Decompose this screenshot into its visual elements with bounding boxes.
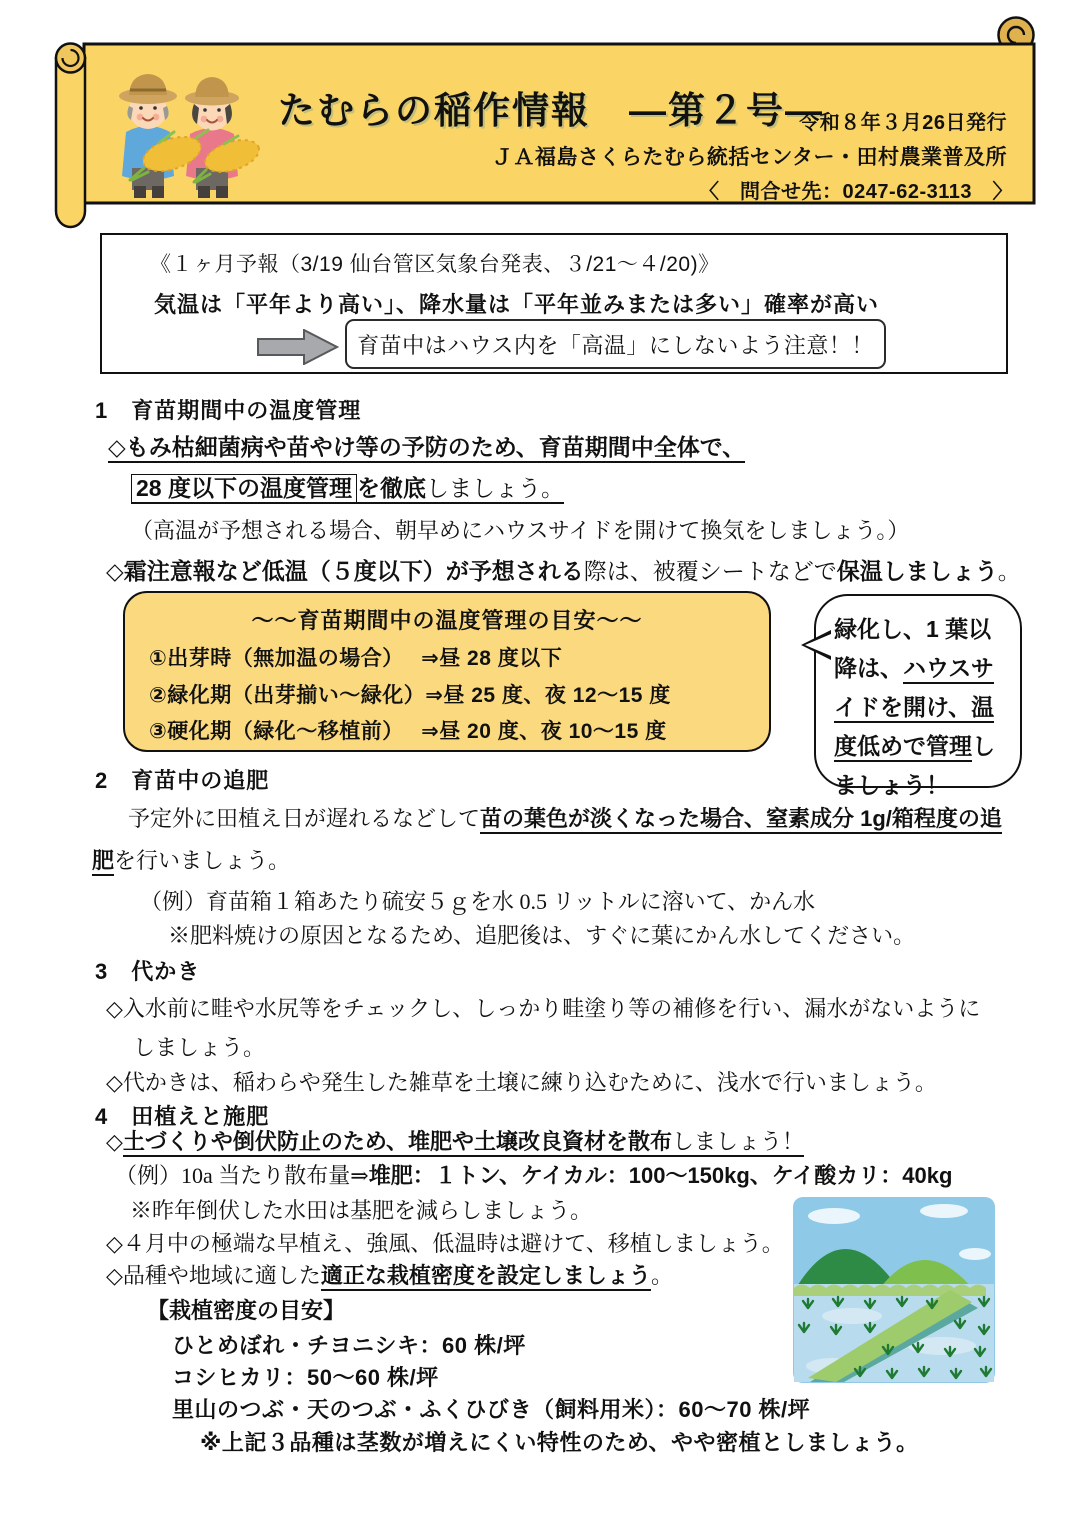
section1-item-frost: ◇霜注意報など低温（５度以下）が予想される際は、被覆シートなどで保温しましょう。 (106, 558, 1021, 584)
section1-item-28deg: 28 度以下の温度管理 を徹底しましょう。 (131, 474, 564, 503)
section3-heading: 3 代かき (95, 959, 201, 984)
farmers-illustration (100, 58, 260, 200)
publisher: ＪＡ福島さくらたむら統括センター・田村農業普及所 (491, 146, 1007, 169)
forecast-line2: 気温は「平年より高い」、降水量は「平年並みまたは多い」確率が高い (154, 292, 880, 317)
rice-paddy-illustration (792, 1196, 996, 1384)
section4-heading: 4 田植えと施肥 (95, 1104, 270, 1129)
section1-note-ventilation: （高温が予想される場合、朝早めにハウスサイドを開けて換気をしましょう。） (131, 518, 910, 543)
section2-paragraph-line1: 予定外に田植え日が遅れるなどして苗の葉色が淡くなった場合、窒素成分 1g/箱程度の追 (128, 805, 1002, 833)
density-row-hitomebore: ひとめぼれ・チヨニシキ：60 株/坪 (172, 1333, 526, 1358)
issue-date: 令和８年３月26日発行 (799, 112, 1007, 134)
guide-row-greening: ②緑化期（出芽揃い～緑化）⇒昼 25 度、夜 12～15 度 (149, 684, 671, 707)
section4-note-lodging: ※昨年倒伏した水田は基肥を減らしましょう。 (130, 1198, 593, 1223)
guide-row-hardening: ③硬化期（緑化～移植前） ⇒昼 20 度、夜 10～15 度 (149, 720, 667, 743)
forecast-box (100, 233, 1008, 374)
section3-item-levee-line2: しましょう。 (133, 1035, 266, 1060)
guide-box-title: ～～育苗期間中の温度管理の目安～～ (251, 608, 643, 633)
section3-item-levee-line1: ◇入水前に畦や水尻等をチェックし、しっかり畦塗り等の補修を行い、漏水がないように (106, 996, 981, 1021)
section4-example: （例）10a 当たり散布量⇒堆肥：１トン、ケイカル：100～150kg、ケイ酸カリ：40kg (115, 1163, 953, 1188)
section4-item-soil: ◇土づくりや倒伏防止のため、堆肥や土壌改良資材を散布しましょう！ (106, 1128, 804, 1156)
temperature-guide-box (123, 591, 771, 752)
contact-phone: 〈 問合せ先：0247-62-3113 〉 (699, 181, 1013, 203)
forecast-callout: 育苗中はハウス内を「高温」にしないよう注意！！ (345, 319, 886, 369)
section2-paragraph-line2: 肥を行いましょう。 (92, 847, 290, 875)
section2-heading: 2 育苗中の追肥 (95, 768, 270, 793)
section2-note: ※肥料焼けの原因となるため、追肥後は、すぐに葉にかん水してください。 (168, 923, 916, 948)
density-note: ※上記３品種は茎数が増えにくい特性のため、やや密植としましょう。 (200, 1430, 919, 1455)
page-title: たむらの稲作情報 ―第２号― (278, 90, 824, 131)
density-row-satoyama: 里山のつぶ・天のつぶ・ふくひびき（飼料用米）：60～70 株/坪 (172, 1397, 811, 1422)
section4-item-timing: ◇４月中の極端な早植え、強風、低温時は避けて、移植しましょう。 (106, 1231, 784, 1256)
section1-heading: 1 育苗期間中の温度管理 (95, 398, 362, 423)
section1-item-prevention: ◇もみ枯細菌病や苗やけ等の予防のため、育苗期間中全体で、 (108, 433, 745, 462)
section2-example: （例）育苗箱１箱あたり硫安５ｇを水 0.5 リットルに溶いて、かん水 (140, 889, 816, 914)
scroll-roll-icon (56, 44, 85, 73)
section4-item-density: ◇品種や地域に適した適正な栽植密度を設定しましょう。 (106, 1262, 673, 1290)
right-arrow-icon (257, 329, 339, 365)
guide-row-emergence: ①出芽時（無加温の場合） ⇒昼 28 度以下 (149, 647, 563, 670)
boxed-text-28deg: 28 度以下の温度管理 (131, 474, 357, 503)
speech-bubble: 緑化し、1 葉以降は、ハウスサイドを開け、温度低めで管理しましょう！ (814, 594, 1022, 788)
density-row-koshihikari: コシヒカリ：50～60 株/坪 (172, 1365, 439, 1390)
density-heading: 【栽植密度の目安】 (147, 1298, 346, 1323)
section3-item-puddling: ◇代かきは、稲わらや発生した雑草を土壌に練り込むために、浅水で行いましょう。 (106, 1070, 937, 1095)
forecast-line1: 《１ヶ月予報（3/19 仙台管区気象台発表、３/21～４/20)》 (150, 253, 720, 276)
